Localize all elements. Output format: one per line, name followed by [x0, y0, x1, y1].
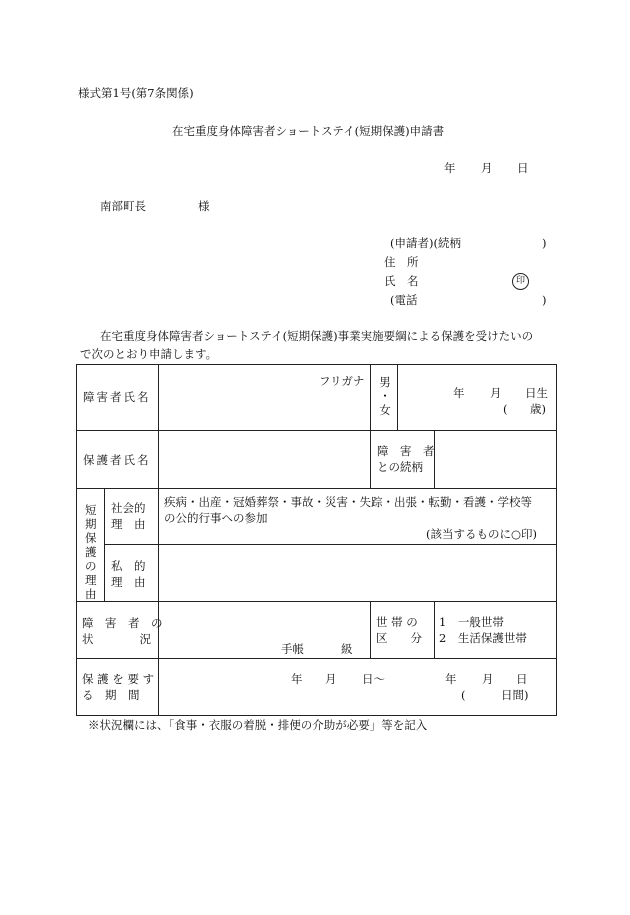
social-text-2: の公的行事への参加	[164, 511, 268, 525]
period-to-day: 日	[516, 672, 528, 686]
birth-year: 年	[453, 386, 465, 400]
applicant-phone-close: )	[542, 293, 547, 307]
social-text-1: 疾病・出産・冠婚葬祭・事故・災害・失踪・出張・転勤・看護・学校等	[164, 495, 532, 509]
handbook-label: 手帳	[281, 642, 304, 656]
condition-label-1: 障 害 者 の	[82, 616, 163, 630]
social-label-2: 理 由	[111, 517, 146, 531]
furigana-label: フリガナ	[319, 374, 365, 388]
period-from-month: 月	[325, 672, 337, 686]
relation-field[interactable]	[435, 431, 557, 489]
row-guardian	[77, 431, 557, 489]
relation-label-2: との続柄	[377, 460, 423, 474]
period-to-year: 年	[445, 672, 457, 686]
disabled-name-label: 障害者氏名	[83, 390, 151, 404]
intro-line-1: 在宅重度身体障害者ショートステイ(短期保護)事業実施要綱による保護を受けたいの	[100, 329, 534, 343]
period-days-label: 日間)	[501, 688, 529, 702]
household-label-1: 世 帯 の	[376, 615, 418, 629]
sex-birth-cell	[371, 365, 557, 431]
form-number: 様式第1号(第7条関係)	[78, 86, 194, 100]
private-reason-field[interactable]	[159, 545, 557, 602]
household-label-2: 区 分	[376, 631, 422, 645]
household-option-2[interactable]: 2 生活保護世帯	[439, 631, 527, 645]
applicant-name-label: 氏 名	[384, 274, 419, 288]
age-label: 歳)	[530, 402, 546, 416]
seal-mark: 印	[512, 273, 529, 290]
footnote: ※状況欄には、「食事・衣服の着脱・排便の介助が必要」等を記入	[88, 718, 428, 732]
sex-selector[interactable]: 男 ・ 女	[379, 375, 391, 417]
period-from-year: 年	[291, 672, 303, 686]
page-title: 在宅重度身体障害者ショートステイ(短期保護)申請書	[172, 124, 445, 138]
private-label-1: 私 的	[111, 559, 146, 573]
social-note: (該当するものに○印)	[426, 527, 538, 541]
addressee-honorific: 様	[198, 199, 210, 213]
period-days-open: (	[461, 688, 466, 702]
date-year: 年	[444, 161, 456, 175]
guardian-label: 保護者氏名	[83, 453, 151, 467]
applicant-phone-label: (電話	[390, 293, 418, 307]
household-options[interactable]	[435, 602, 557, 659]
reason-group-label: 短 期 保 護 の 理 由	[85, 503, 97, 601]
age-open: (	[503, 402, 508, 416]
row-period	[77, 659, 557, 716]
intro-line-2: で次のとおり申請します。	[80, 347, 218, 361]
applicant-relation-close: )	[542, 236, 547, 250]
social-label-1: 社会的	[111, 501, 146, 515]
date-month: 月	[481, 161, 493, 175]
row-condition	[77, 602, 557, 659]
applicant-relation-label: (申請者)(続柄	[390, 236, 461, 250]
relation-label-1: 障 害 者	[377, 444, 435, 458]
row-social-reason	[77, 489, 557, 545]
period-label-2: る 期 間	[82, 688, 140, 702]
birth-month: 月	[490, 386, 502, 400]
birth-day: 日生	[525, 386, 548, 400]
disabled-name-field[interactable]	[159, 365, 371, 431]
row-disabled-name	[77, 365, 557, 431]
date-day: 日	[517, 161, 529, 175]
household-option-1[interactable]: 1 一般世帯	[439, 615, 504, 629]
private-label-2: 理 由	[111, 575, 146, 589]
grade-label: 級	[341, 642, 353, 656]
period-to-month: 月	[482, 672, 494, 686]
period-from-day: 日〜	[362, 672, 385, 686]
addressee-name: 南部町長	[100, 199, 146, 213]
applicant-address-label: 住 所	[384, 255, 419, 269]
period-label-1: 保 護 を 要 す	[82, 672, 155, 686]
social-reason-field[interactable]	[159, 489, 557, 545]
period-field[interactable]	[159, 659, 557, 716]
row-private-reason	[77, 545, 557, 602]
application-table	[76, 364, 557, 716]
guardian-name-field[interactable]	[159, 431, 371, 489]
condition-field[interactable]	[159, 602, 371, 659]
condition-label-2: 状 況	[82, 632, 151, 646]
